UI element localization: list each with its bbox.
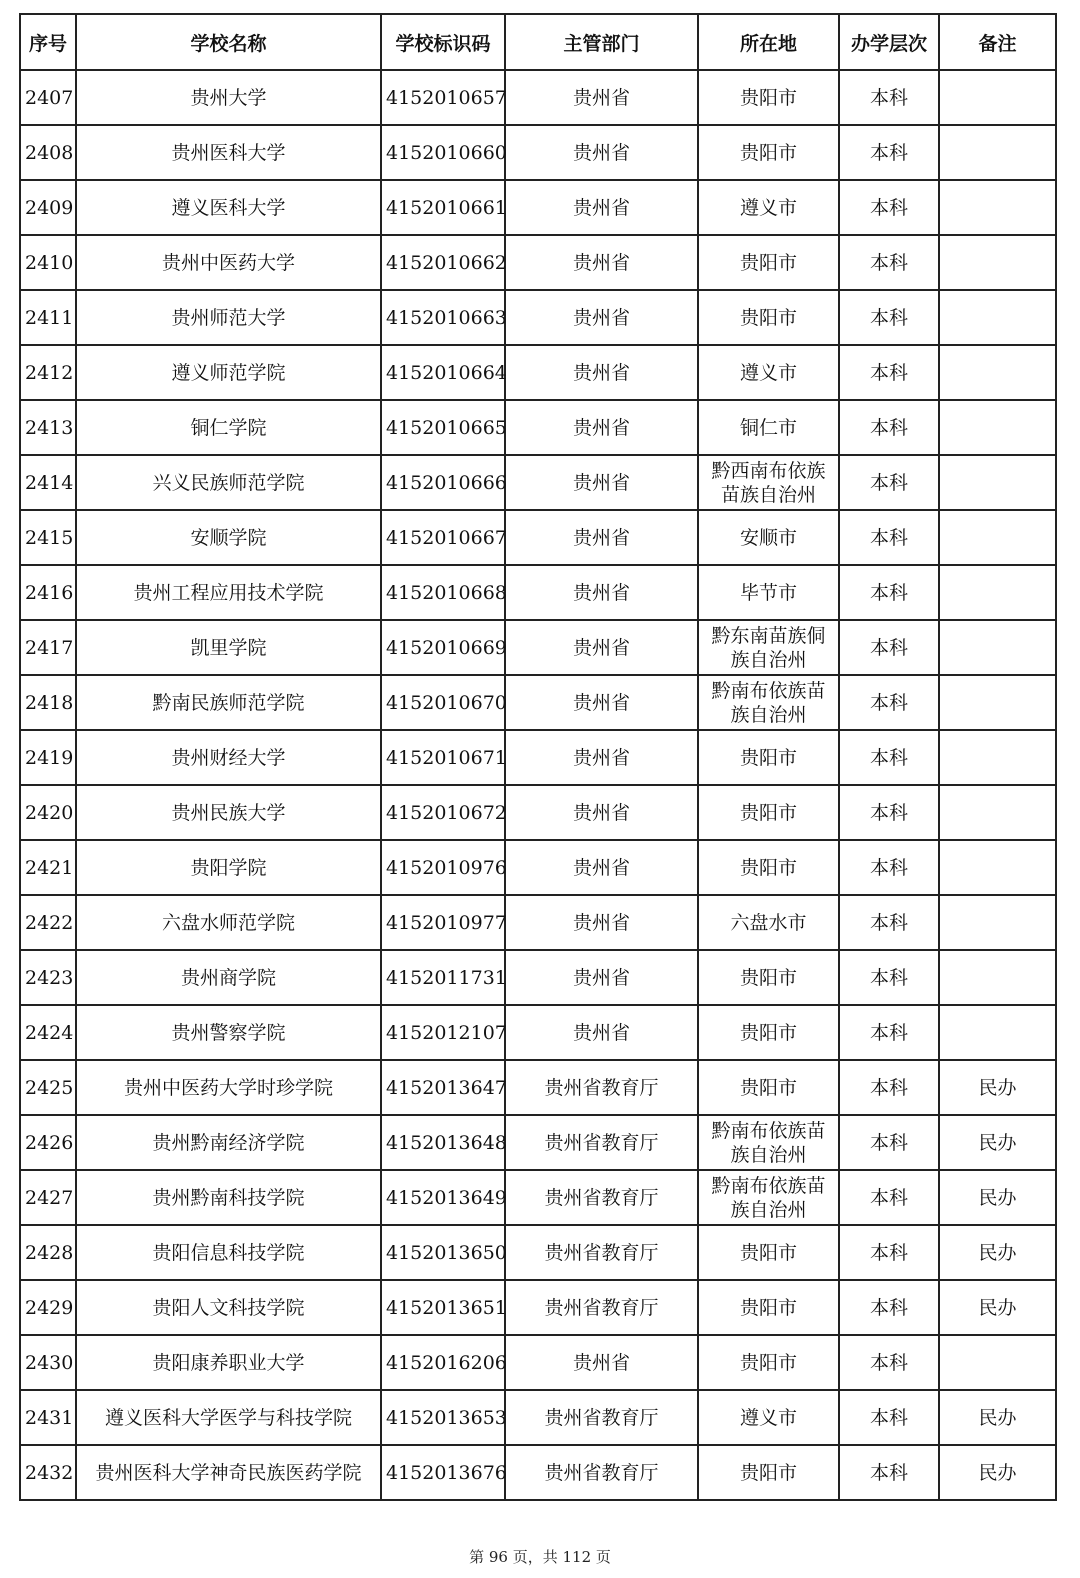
cell-location: 贵阳市 <box>698 1060 839 1115</box>
cell-level: 本科 <box>839 235 939 290</box>
cell-note <box>939 290 1056 345</box>
cell-level: 本科 <box>839 1445 939 1500</box>
cell-location: 黔南布依族苗族自治州 <box>698 1170 839 1225</box>
cell-location: 贵阳市 <box>698 1005 839 1060</box>
cell-level: 本科 <box>839 1225 939 1280</box>
cell-school-name: 贵阳学院 <box>76 840 381 895</box>
cell-school-name: 贵州黔南科技学院 <box>76 1170 381 1225</box>
cell-level: 本科 <box>839 455 939 510</box>
cell-seq: 2409 <box>20 180 76 235</box>
cell-school-name: 贵阳康养职业大学 <box>76 1335 381 1390</box>
cell-note <box>939 70 1056 125</box>
cell-school-code: 4152010660 <box>381 125 505 180</box>
cell-school-name: 贵阳人文科技学院 <box>76 1280 381 1335</box>
cell-department: 贵州省 <box>505 1005 698 1060</box>
header-level: 办学层次 <box>839 14 939 70</box>
cell-seq: 2410 <box>20 235 76 290</box>
cell-seq: 2428 <box>20 1225 76 1280</box>
cell-school-name: 凯里学院 <box>76 620 381 675</box>
cell-department: 贵州省教育厅 <box>505 1225 698 1280</box>
cell-seq: 2431 <box>20 1390 76 1445</box>
cell-school-code: 4152010663 <box>381 290 505 345</box>
cell-seq: 2417 <box>20 620 76 675</box>
table-row <box>20 620 1056 675</box>
cell-school-code: 4152010657 <box>381 70 505 125</box>
cell-department: 贵州省 <box>505 345 698 400</box>
table-row <box>20 1170 1056 1225</box>
table-row <box>20 125 1056 180</box>
cell-school-code: 4152010672 <box>381 785 505 840</box>
cell-note: 民办 <box>939 1060 1056 1115</box>
cell-school-name: 贵州医科大学 <box>76 125 381 180</box>
cell-seq: 2423 <box>20 950 76 1005</box>
cell-department: 贵州省教育厅 <box>505 1170 698 1225</box>
table-row <box>20 675 1056 730</box>
cell-school-name: 贵州商学院 <box>76 950 381 1005</box>
cell-school-code: 4152010665 <box>381 400 505 455</box>
cell-location: 黔西南布依族苗族自治州 <box>698 455 839 510</box>
cell-school-code: 4152010669 <box>381 620 505 675</box>
cell-seq: 2422 <box>20 895 76 950</box>
cell-department: 贵州省 <box>505 730 698 785</box>
table-row <box>20 895 1056 950</box>
cell-school-code: 4152010671 <box>381 730 505 785</box>
cell-school-code: 4152013649 <box>381 1170 505 1225</box>
header-location: 所在地 <box>698 14 839 70</box>
cell-seq: 2425 <box>20 1060 76 1115</box>
cell-school-code: 4152010976 <box>381 840 505 895</box>
cell-school-name: 贵州民族大学 <box>76 785 381 840</box>
cell-school-name: 铜仁学院 <box>76 400 381 455</box>
cell-department: 贵州省 <box>505 840 698 895</box>
table-row <box>20 1390 1056 1445</box>
table-row <box>20 345 1056 400</box>
cell-location: 黔东南苗族侗族自治州 <box>698 620 839 675</box>
cell-location: 贵阳市 <box>698 785 839 840</box>
cell-school-code: 4152010662 <box>381 235 505 290</box>
table-row <box>20 70 1056 125</box>
cell-location: 遵义市 <box>698 345 839 400</box>
cell-school-name: 安顺学院 <box>76 510 381 565</box>
cell-department: 贵州省教育厅 <box>505 1390 698 1445</box>
cell-location: 贵阳市 <box>698 730 839 785</box>
cell-department: 贵州省 <box>505 455 698 510</box>
cell-department: 贵州省 <box>505 950 698 1005</box>
cell-seq: 2415 <box>20 510 76 565</box>
school-list-table <box>19 13 1057 1501</box>
cell-location: 贵阳市 <box>698 70 839 125</box>
cell-seq: 2427 <box>20 1170 76 1225</box>
cell-seq: 2412 <box>20 345 76 400</box>
cell-seq: 2411 <box>20 290 76 345</box>
cell-note <box>939 180 1056 235</box>
cell-school-name: 遵义医科大学医学与科技学院 <box>76 1390 381 1445</box>
cell-level: 本科 <box>839 1170 939 1225</box>
cell-seq: 2416 <box>20 565 76 620</box>
cell-level: 本科 <box>839 290 939 345</box>
cell-school-code: 4152010667 <box>381 510 505 565</box>
cell-department: 贵州省 <box>505 125 698 180</box>
cell-level: 本科 <box>839 1060 939 1115</box>
cell-seq: 2424 <box>20 1005 76 1060</box>
cell-seq: 2426 <box>20 1115 76 1170</box>
cell-department: 贵州省 <box>505 895 698 950</box>
cell-note <box>939 510 1056 565</box>
cell-note: 民办 <box>939 1170 1056 1225</box>
cell-seq: 2407 <box>20 70 76 125</box>
cell-school-code: 4152012107 <box>381 1005 505 1060</box>
cell-school-code: 4152013648 <box>381 1115 505 1170</box>
table-row <box>20 840 1056 895</box>
cell-note <box>939 1005 1056 1060</box>
cell-location: 铜仁市 <box>698 400 839 455</box>
table-row <box>20 1445 1056 1500</box>
cell-level: 本科 <box>839 345 939 400</box>
table-row <box>20 290 1056 345</box>
cell-location: 黔南布依族苗族自治州 <box>698 675 839 730</box>
cell-department: 贵州省 <box>505 620 698 675</box>
cell-department: 贵州省 <box>505 675 698 730</box>
cell-note <box>939 620 1056 675</box>
cell-location: 贵阳市 <box>698 1225 839 1280</box>
cell-school-code: 4152010668 <box>381 565 505 620</box>
cell-seq: 2419 <box>20 730 76 785</box>
cell-location: 毕节市 <box>698 565 839 620</box>
table-row <box>20 235 1056 290</box>
cell-school-code: 4152013676 <box>381 1445 505 1500</box>
table-row <box>20 950 1056 1005</box>
cell-location: 贵阳市 <box>698 125 839 180</box>
cell-level: 本科 <box>839 125 939 180</box>
cell-school-code: 4152010664 <box>381 345 505 400</box>
cell-note <box>939 895 1056 950</box>
cell-level: 本科 <box>839 1115 939 1170</box>
header-school-name: 学校名称 <box>76 14 381 70</box>
cell-note <box>939 1335 1056 1390</box>
cell-location: 遵义市 <box>698 180 839 235</box>
cell-seq: 2430 <box>20 1335 76 1390</box>
cell-level: 本科 <box>839 510 939 565</box>
cell-school-code: 4152011731 <box>381 950 505 1005</box>
cell-department: 贵州省教育厅 <box>505 1115 698 1170</box>
cell-department: 贵州省 <box>505 180 698 235</box>
cell-level: 本科 <box>839 620 939 675</box>
cell-note: 民办 <box>939 1390 1056 1445</box>
cell-note <box>939 345 1056 400</box>
table-row <box>20 785 1056 840</box>
cell-level: 本科 <box>839 785 939 840</box>
cell-school-name: 贵阳信息科技学院 <box>76 1225 381 1280</box>
table-row <box>20 1005 1056 1060</box>
cell-level: 本科 <box>839 1280 939 1335</box>
cell-level: 本科 <box>839 70 939 125</box>
cell-level: 本科 <box>839 180 939 235</box>
cell-location: 贵阳市 <box>698 235 839 290</box>
cell-seq: 2432 <box>20 1445 76 1500</box>
cell-location: 贵阳市 <box>698 950 839 1005</box>
page-footer: 第 96 页，共 112 页 <box>469 1548 611 1566</box>
table-body <box>20 70 1056 1500</box>
cell-location: 遵义市 <box>698 1390 839 1445</box>
cell-school-name: 遵义医科大学 <box>76 180 381 235</box>
table-row <box>20 1335 1056 1390</box>
cell-seq: 2408 <box>20 125 76 180</box>
cell-school-name: 贵州中医药大学时珍学院 <box>76 1060 381 1115</box>
cell-location: 安顺市 <box>698 510 839 565</box>
cell-location: 黔南布依族苗族自治州 <box>698 1115 839 1170</box>
cell-school-name: 六盘水师范学院 <box>76 895 381 950</box>
cell-level: 本科 <box>839 1390 939 1445</box>
table-row <box>20 730 1056 785</box>
table-row <box>20 565 1056 620</box>
cell-note <box>939 950 1056 1005</box>
cell-note <box>939 455 1056 510</box>
cell-note: 民办 <box>939 1445 1056 1500</box>
cell-school-name: 贵州医科大学神奇民族医药学院 <box>76 1445 381 1500</box>
cell-seq: 2429 <box>20 1280 76 1335</box>
cell-note: 民办 <box>939 1115 1056 1170</box>
cell-note <box>939 235 1056 290</box>
cell-level: 本科 <box>839 840 939 895</box>
cell-school-code: 4152010661 <box>381 180 505 235</box>
cell-note <box>939 565 1056 620</box>
cell-location: 贵阳市 <box>698 1280 839 1335</box>
cell-school-name: 贵州工程应用技术学院 <box>76 565 381 620</box>
cell-location: 贵阳市 <box>698 290 839 345</box>
cell-school-code: 4152013650 <box>381 1225 505 1280</box>
cell-school-code: 4152013651 <box>381 1280 505 1335</box>
cell-department: 贵州省 <box>505 785 698 840</box>
cell-department: 贵州省教育厅 <box>505 1060 698 1115</box>
cell-level: 本科 <box>839 730 939 785</box>
cell-level: 本科 <box>839 950 939 1005</box>
table-row <box>20 180 1056 235</box>
cell-level: 本科 <box>839 1335 939 1390</box>
table-header-row <box>20 14 1056 70</box>
cell-department: 贵州省 <box>505 235 698 290</box>
cell-department: 贵州省 <box>505 70 698 125</box>
cell-level: 本科 <box>839 1005 939 1060</box>
cell-school-name: 贵州师范大学 <box>76 290 381 345</box>
cell-note: 民办 <box>939 1280 1056 1335</box>
cell-location: 六盘水市 <box>698 895 839 950</box>
cell-location: 贵阳市 <box>698 1335 839 1390</box>
cell-note <box>939 675 1056 730</box>
header-school-code: 学校标识码 <box>381 14 505 70</box>
cell-department: 贵州省 <box>505 565 698 620</box>
cell-school-name: 贵州财经大学 <box>76 730 381 785</box>
table-row <box>20 400 1056 455</box>
cell-school-name: 贵州警察学院 <box>76 1005 381 1060</box>
cell-level: 本科 <box>839 675 939 730</box>
cell-location: 贵阳市 <box>698 840 839 895</box>
header-note: 备注 <box>939 14 1056 70</box>
cell-seq: 2421 <box>20 840 76 895</box>
cell-department: 贵州省教育厅 <box>505 1280 698 1335</box>
cell-note: 民办 <box>939 1225 1056 1280</box>
cell-school-code: 4152010666 <box>381 455 505 510</box>
table-row <box>20 1060 1056 1115</box>
table-row <box>20 1280 1056 1335</box>
cell-location: 贵阳市 <box>698 1445 839 1500</box>
cell-department: 贵州省 <box>505 1335 698 1390</box>
header-department: 主管部门 <box>505 14 698 70</box>
cell-school-code: 4152013653 <box>381 1390 505 1445</box>
cell-seq: 2413 <box>20 400 76 455</box>
cell-department: 贵州省 <box>505 400 698 455</box>
cell-school-name: 遵义师范学院 <box>76 345 381 400</box>
cell-department: 贵州省 <box>505 510 698 565</box>
table-row <box>20 1115 1056 1170</box>
table-row <box>20 510 1056 565</box>
cell-seq: 2418 <box>20 675 76 730</box>
cell-department: 贵州省教育厅 <box>505 1445 698 1500</box>
cell-school-name: 兴义民族师范学院 <box>76 455 381 510</box>
cell-school-name: 贵州中医药大学 <box>76 235 381 290</box>
cell-note <box>939 125 1056 180</box>
cell-department: 贵州省 <box>505 290 698 345</box>
cell-note <box>939 730 1056 785</box>
cell-school-code: 4152013647 <box>381 1060 505 1115</box>
cell-note <box>939 400 1056 455</box>
cell-school-name: 贵州大学 <box>76 70 381 125</box>
cell-school-name: 黔南民族师范学院 <box>76 675 381 730</box>
cell-school-code: 4152016206 <box>381 1335 505 1390</box>
cell-note <box>939 840 1056 895</box>
cell-level: 本科 <box>839 895 939 950</box>
cell-school-name: 贵州黔南经济学院 <box>76 1115 381 1170</box>
header-seq: 序号 <box>20 14 76 70</box>
table-row <box>20 455 1056 510</box>
cell-seq: 2420 <box>20 785 76 840</box>
cell-school-code: 4152010670 <box>381 675 505 730</box>
cell-school-code: 4152010977 <box>381 895 505 950</box>
cell-level: 本科 <box>839 400 939 455</box>
cell-seq: 2414 <box>20 455 76 510</box>
table-row <box>20 1225 1056 1280</box>
cell-note <box>939 785 1056 840</box>
cell-level: 本科 <box>839 565 939 620</box>
